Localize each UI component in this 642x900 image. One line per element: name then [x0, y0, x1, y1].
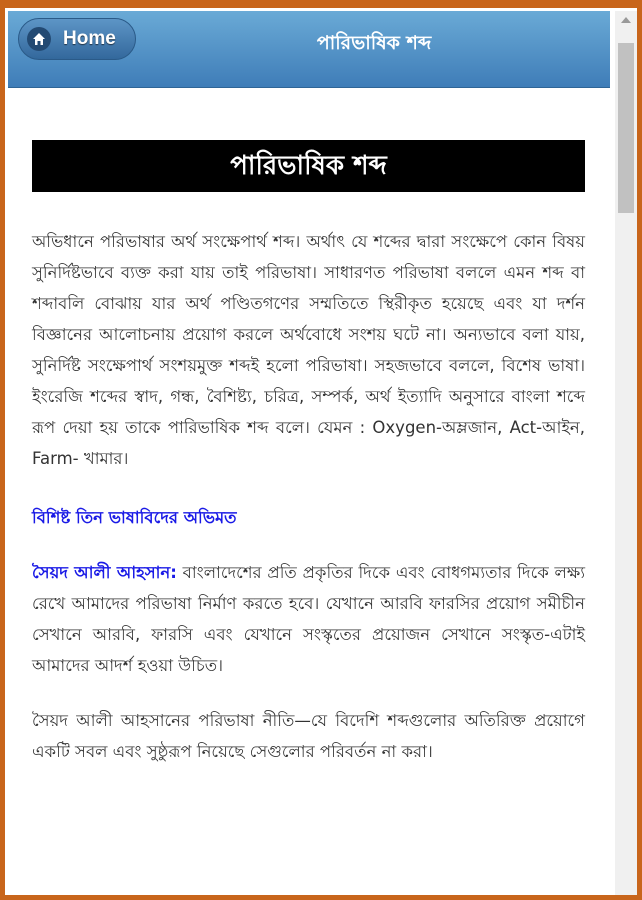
scrollbar[interactable] [615, 11, 637, 895]
page-title: পারিভাষিক শব্দ [32, 140, 585, 192]
section-heading: বিশিষ্ট তিন ভাষাবিদের অভিমত [32, 508, 237, 527]
opinion-text: বাংলাদেশের প্রতি প্রকৃতির দিকে এবং বোধগম্যতার দিকে লক্ষ্য রেখে আমাদের পরিভাষা নির্মাণ করতে হবে। যেখানে আরবি ফারসির প্রয়োগ সমীচীন সেখানে আরবি, ফারসি এবং যেখানে সংস্কৃতের প্রয়োজন সেখানে সংস্কৃত-এটাই আমাদের আদর্শ হওয়া উচিত। [32, 563, 585, 675]
scroll-thumb[interactable] [618, 43, 634, 213]
paragraph-policy: সৈয়দ আলী আহসানের পরিভাষা নীতি—যে বিদেশি শব্দগুলোর অতিরিক্ত প্রয়োগে একটি সবল এবং সুষ্ঠুরূপ নিয়েছে সেগুলোর পরিবর্তন না করা। [32, 711, 585, 761]
paragraph-opinion [32, 557, 585, 681]
paragraph-definition: অভিধানে পরিভাষার অর্থ সংক্ষেপার্থ শব্দ। অর্থাৎ যে শব্দের দ্বারা সংক্ষেপে কোন বিষয় সুনির্দিষ্টভাবে ব্যক্ত করা যায় তাই পরিভাষা। সাধারণত পরিভাষা বললে এমন শব্দ বা শব্দাবলি বোঝায় যার অর্থ পণ্ডিতগণের সম্মতিতে স্থিরীকৃত হয়েছে এবং যা দর্শন বিজ্ঞানের আলোচনায় প্রয়োগ করলে অর্থবোধে সংশয় ঘটে না। অন্যভাবে বলা যায়, সুনির্দিষ্ট সংক্ষেপার্থ সংশয়মুক্ত শব্দই হলো পরিভাষা। সহজভাবে বললে, বিশেষ ভাষা। ইংরেজি শব্দের স্বাদ, গন্ধ, বৈশিষ্ট্য, চরিত্র, সম্পর্ক, অর্থ ইত্যাদি অনুসারে বাংলা শব্দে রূপ দেয়া হয় তাকে পারিভাষিক শব্দ বলে। যেমন : Oxygen-অম্লজান, Act-আইন, Farm- খামার। [32, 232, 585, 468]
scroll-up-arrow-icon[interactable] [621, 17, 631, 23]
header-bar [8, 11, 610, 88]
home-label: Home [63, 28, 116, 49]
header-title: পারিভাষিক শব্দ [316, 32, 432, 54]
home-icon [27, 27, 51, 51]
article-content [32, 140, 585, 767]
home-button[interactable] [18, 18, 136, 60]
linguist-name: সৈয়দ আলী আহসান: [32, 563, 177, 582]
